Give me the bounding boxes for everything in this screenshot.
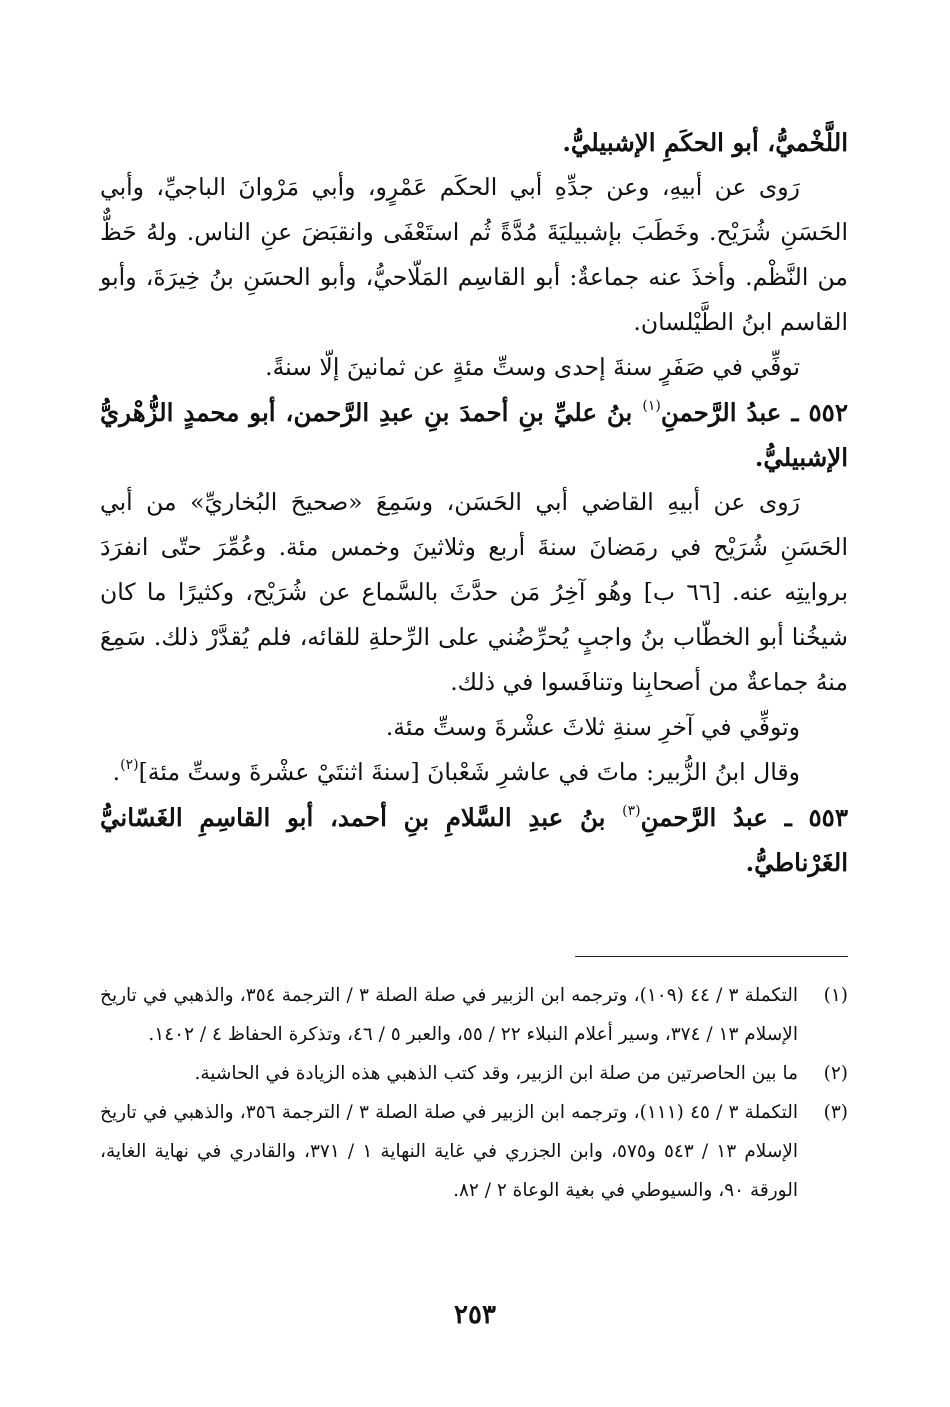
footnote-text: التكملة ٣ / ٤٤ (١٠٩)، وترجمه ابن الزبير في صلة الصلة ٣ / الترجمة ٣٥٤، والذهبي في تاريخ الإسلام ١٣ / ٣٧٤، وسير أعلام النبلاء ٢٢ / ٥٥، والعبر ٥ / ٤٦، وتذكرة الحفاظ ٤ / ١٤٠٢. <box>100 985 798 1045</box>
paragraph: توفِّي في صَفَرٍ سنةَ إحدى وستِّ مئةٍ عن ثمانينَ إلّا سنةً. <box>265 353 800 381</box>
footnote-number: (٢) <box>823 1063 848 1084</box>
entry-name: عبدُ الرَّحمنِ <box>660 398 782 427</box>
paragraph: رَوى عن أبيهِ، وعن جدِّهِ أبي الحكَم عَمْرٍو، وأبي مَرْوانَ الباجيِّ، وأبي الحَسَنِ شُرَيْح. وخَطَبَ بإشبيليَةَ مُدَّةً ثُم استَعْفَى وانقبَضَ عنِ الناس. ولهُ حَظٌّ من النَّظْم. وأخذَ عنه جماعةٌ: أبو القاسِم المَلّاحيُّ، وأبو الحسَنِ بنُ خِيرَةَ، وأبو القاسم ابنُ الطَّيْلسان. <box>100 173 848 336</box>
footnote-text: ما بين الحاصرتين من صلة ابن الزبير، وقد كتب الذهبي هذه الزيادة في الحاشية. <box>194 1063 798 1084</box>
footnote <box>100 1093 848 1210</box>
footnote-ref: (١) <box>642 398 661 414</box>
entry-heading-continued: اللَّخْميُّ، أبو الحكَمِ الإشبيليُّ. <box>562 128 848 157</box>
entry-heading-552 <box>100 390 848 480</box>
entry-number: ٥٥٣ ـ <box>784 803 848 832</box>
footnote-number: (٣) <box>823 1102 848 1123</box>
entry-name-rest: بنُ عليِّ بنِ أحمدَ بنِ عبدِ الرَّحمن، أبو محمدٍ الزُّهْريُّ الإشبيليُّ. <box>100 398 848 472</box>
paragraph: وتوفِّي في آخرِ سنةِ ثلاثَ عشْرةَ وستِّ مئة. <box>385 713 800 741</box>
page-number: ٢٥٣ <box>454 1300 496 1330</box>
footnote-text: التكملة ٣ / ٤٥ (١١١)، وترجمه ابن الزبير في صلة الصلة ٣ / الترجمة ٣٥٦، والذهبي في تاريخ الإسلام ١٣ / ٥٤٣ و٥٧٥، وابن الجزري في غاية النهاية ١ / ٣٧١، والقادري في نهاية الغاية، الورقة ٩٠، والسيوطي في بغية الوعاة ٢ / ٨٢. <box>100 1102 799 1201</box>
entry-name: عبدُ الرَّحمنِ <box>640 803 768 832</box>
entry-number: ٥٥٢ ـ <box>791 398 848 427</box>
footnote-ref: (٣) <box>622 803 641 819</box>
paragraph-text: وقال ابنُ الزُّبير: ماتَ في عاشرِ شَعْبانَ [سنةَ اثنتَيْ عشْرةَ وستِّ مئة] <box>138 758 800 786</box>
footnote <box>100 976 848 1054</box>
paragraph <box>100 750 848 795</box>
footnote-separator <box>575 956 848 957</box>
footnote <box>100 1054 848 1093</box>
footnotes <box>100 976 848 1210</box>
main-text <box>100 120 848 885</box>
footnote-number: (١) <box>823 985 848 1006</box>
entry-heading-553 <box>100 795 848 885</box>
entry-name-rest: بنُ عبدِ السَّلامِ بنِ أحمد، أبو القاسِمِ الغَسّانيُّ الغَرْناطيُّ. <box>100 803 848 877</box>
paragraph: رَوى عن أبيهِ القاضي أبي الحَسَن، وسَمِعَ «صحيحَ البُخاريِّ» من أبي الحَسَنِ شُرَيْح في رمَضانَ سنةَ أربع وثلاثينَ وخمس مئة. وعُمِّرَ حتّى انفرَدَ بروايتِه عنه. [٦٦ ب] وهُو آخِرُ مَن حدَّثَ بالسَّماع عن شُرَيْح، وكثيرًا ما كان شيخُنا أبو الخطّاب بنُ واجبٍ يُحرِّضُني على الرِّحلةِ للقائه، فلم يُقدَّرْ ذلك. سَمِعَ منهُ جماعةٌ من أصحابِنا وتنافَسوا في ذلك. <box>100 488 849 696</box>
footnote-ref: (٢) <box>120 757 139 773</box>
paragraph-end: . <box>112 758 121 786</box>
